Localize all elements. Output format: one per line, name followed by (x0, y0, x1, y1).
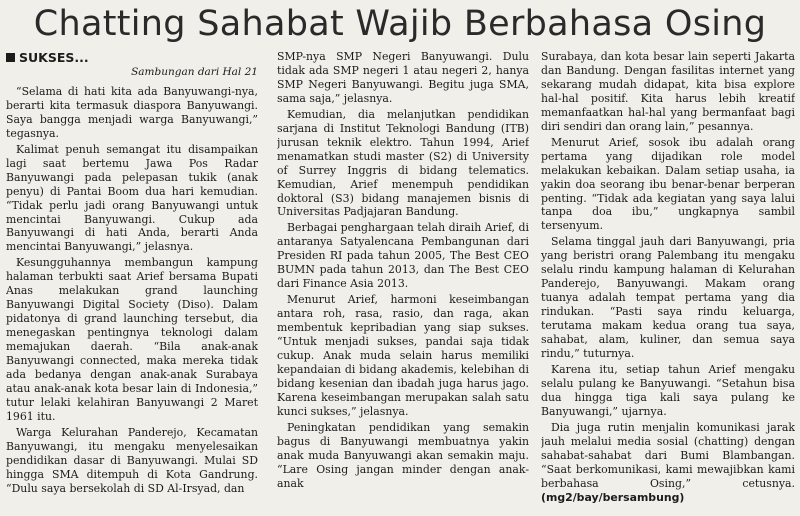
column-1 (6, 50, 258, 512)
paragraph: Peningkatan pendidikan yang semakin bagus di Banyuwangi membuatnya yakin anak muda Banyuwangi akan semakin maju. “Lare Osing jangan minder dengan anak-anak (277, 420, 529, 490)
paragraph-last (541, 421, 795, 505)
paragraph: SMP-nya SMP Negeri Banyuwangi. Dulu tidak ada SMP negeri 1 atau negeri 2, hanya SMP Negeri Banyuwangi. Begitu juga SMA, sama saja,” jelasnya. (277, 50, 529, 105)
headline: Chatting Sahabat Wajib Berbahasa Osing (33, 4, 767, 44)
paragraph: Karena itu, setiap tahun Arief mengaku selalu pulang ke Banyuwangi. “Setahun bisa dua hingga tiga kali saya pulang ke Banyuwangi,” ujarnya. (541, 362, 795, 418)
kicker (6, 50, 258, 66)
paragraph: Kalimat penuh semangat itu disampaikan lagi saat bertemu Jawa Pos Radar Banyuwangi pada pelepasan tukik (anak penyu) di Pantai Boom dua hari kemudian. “Tidak perlu jadi orang Banyuwangi untuk mencintai Banyuwangi. Cukup ada Banyuwangi di hati Anda, berarti Anda mencintai Banyuwangi,” jelasnya. (6, 142, 258, 254)
paragraph: Kemudian, dia melanjutkan pendidikan sarjana di Institut Teknologi Bandung (ITB) jurusan teknik elektro. Tahun 1994, Arief menamatkan studi master (S2) di University of Surrey Inggris di bidang telematics. Kemudian, Arief menempuh pendidikan doktoral (S3) bidang manajemen bisnis di Universitas Padjajaran Bandung. (277, 107, 529, 219)
byline-signature: (mg2/bay/bersambung) (541, 490, 685, 504)
square-bullet-icon (6, 53, 15, 62)
paragraph-text: Dia juga rutin menjalin komunikasi jarak jauh melalui media sosial (chatting) dengan sahabat-sahabat dari Bumi Blambangan. “Saat berkomunikasi, kami mewajibkan kami berbahasa Osing,” cetusnya. (541, 420, 795, 490)
paragraph: Selama tinggal jauh dari Banyuwangi, pria yang beristri orang Palembang itu mengaku selalu rindu kampung halaman di Kelurahan Panderejo, Banyuwangi. Makam orang tuanya adalah tempat pertama yang dia rindukan. “Pasti saya rindu keluarga, terutama makam kedua orang tua saya, sahabat, alam, kuliner, dan semua saya rindu,” tuturnya. (541, 235, 795, 361)
paragraph: “Selama di hati kita ada Banyuwangi-nya, berarti kita termasuk diaspora Banyuwangi. Saya bangga menjadi warga Banyuwangi,” tegasnya. (6, 84, 258, 140)
paragraph: Kesungguhannya membangun kampung halaman terbukti saat Arief bersama Bupati Anas melakukan grand launching Banyuwangi Digital Society (Diso). Dalam pidatonya di grand launching tersebut, dia menegaskan pentingnya teknologi dalam memajukan daerah. “Bila anak-anak Banyuwangi connected, maka mereka tidak ada bedanya dengan anak-anak Surabaya atau anak-anak kota besar lain di Indonesia,” tutur lelaki kelahiran Banyuwangi 2 Maret 1961 itu. (6, 256, 258, 423)
paragraph: Surabaya, dan kota besar lain seperti Jakarta dan Bandung. Dengan fasilitas internet yang sekarang mudah didapat, kita bisa explore hal-hal positif. Kita harus lebih kreatif memanfaatkan hal-hal yang bermanfaat bagi diri sendiri dan orang lain,” pesannya. (541, 50, 795, 133)
paragraph: Berbagai penghargaan telah diraih Arief, di antaranya Satyalencana Pembangunan dari Presiden RI pada tahun 2005, The Best CEO BUMN pada tahun 2013, dan The Best CEO dari Finance Asia 2013. (277, 221, 529, 291)
paragraph: Menurut Arief, harmoni keseimbangan antara roh, rasa, rasio, dan raga, akan membentuk kepribadian yang siap sukses. “Untuk menjadi sukses, pandai saja tidak cukup. Anak muda selain harus memiliki kepandaian di bidang akademis, kelebihan di bidang kesenian dan ibadah juga harus jago. Karena keseimbangan merupakan salah satu kunci sukses,” jelasnya. (277, 293, 529, 418)
column-2 (277, 50, 529, 512)
kicker-text: SUKSES... (19, 50, 89, 65)
column-3 (541, 50, 795, 512)
continuation-note: Sambungan dari Hal 21 (131, 66, 258, 78)
paragraph: Warga Kelurahan Panderejo, Kecamatan Banyuwangi, itu mengaku menyelesaikan pendidikan dasar di Banyuwangi. Mulai SD hingga SMA ditempuh di Kota Gandrung. “Dulu saya bersekolah di SD Al-Irsyad, dan (6, 425, 258, 495)
paragraph: Menurut Arief, sosok ibu adalah orang pertama yang dijadikan role model melakukan kebaikan. Dalam setiap usaha, ia yakin doa seorang ibu benar-benar berperan penting. “Tidak ada kegiatan yang saya lalui tanpa doa ibu,” ungkapnya sambil tersenyum. (541, 135, 795, 233)
